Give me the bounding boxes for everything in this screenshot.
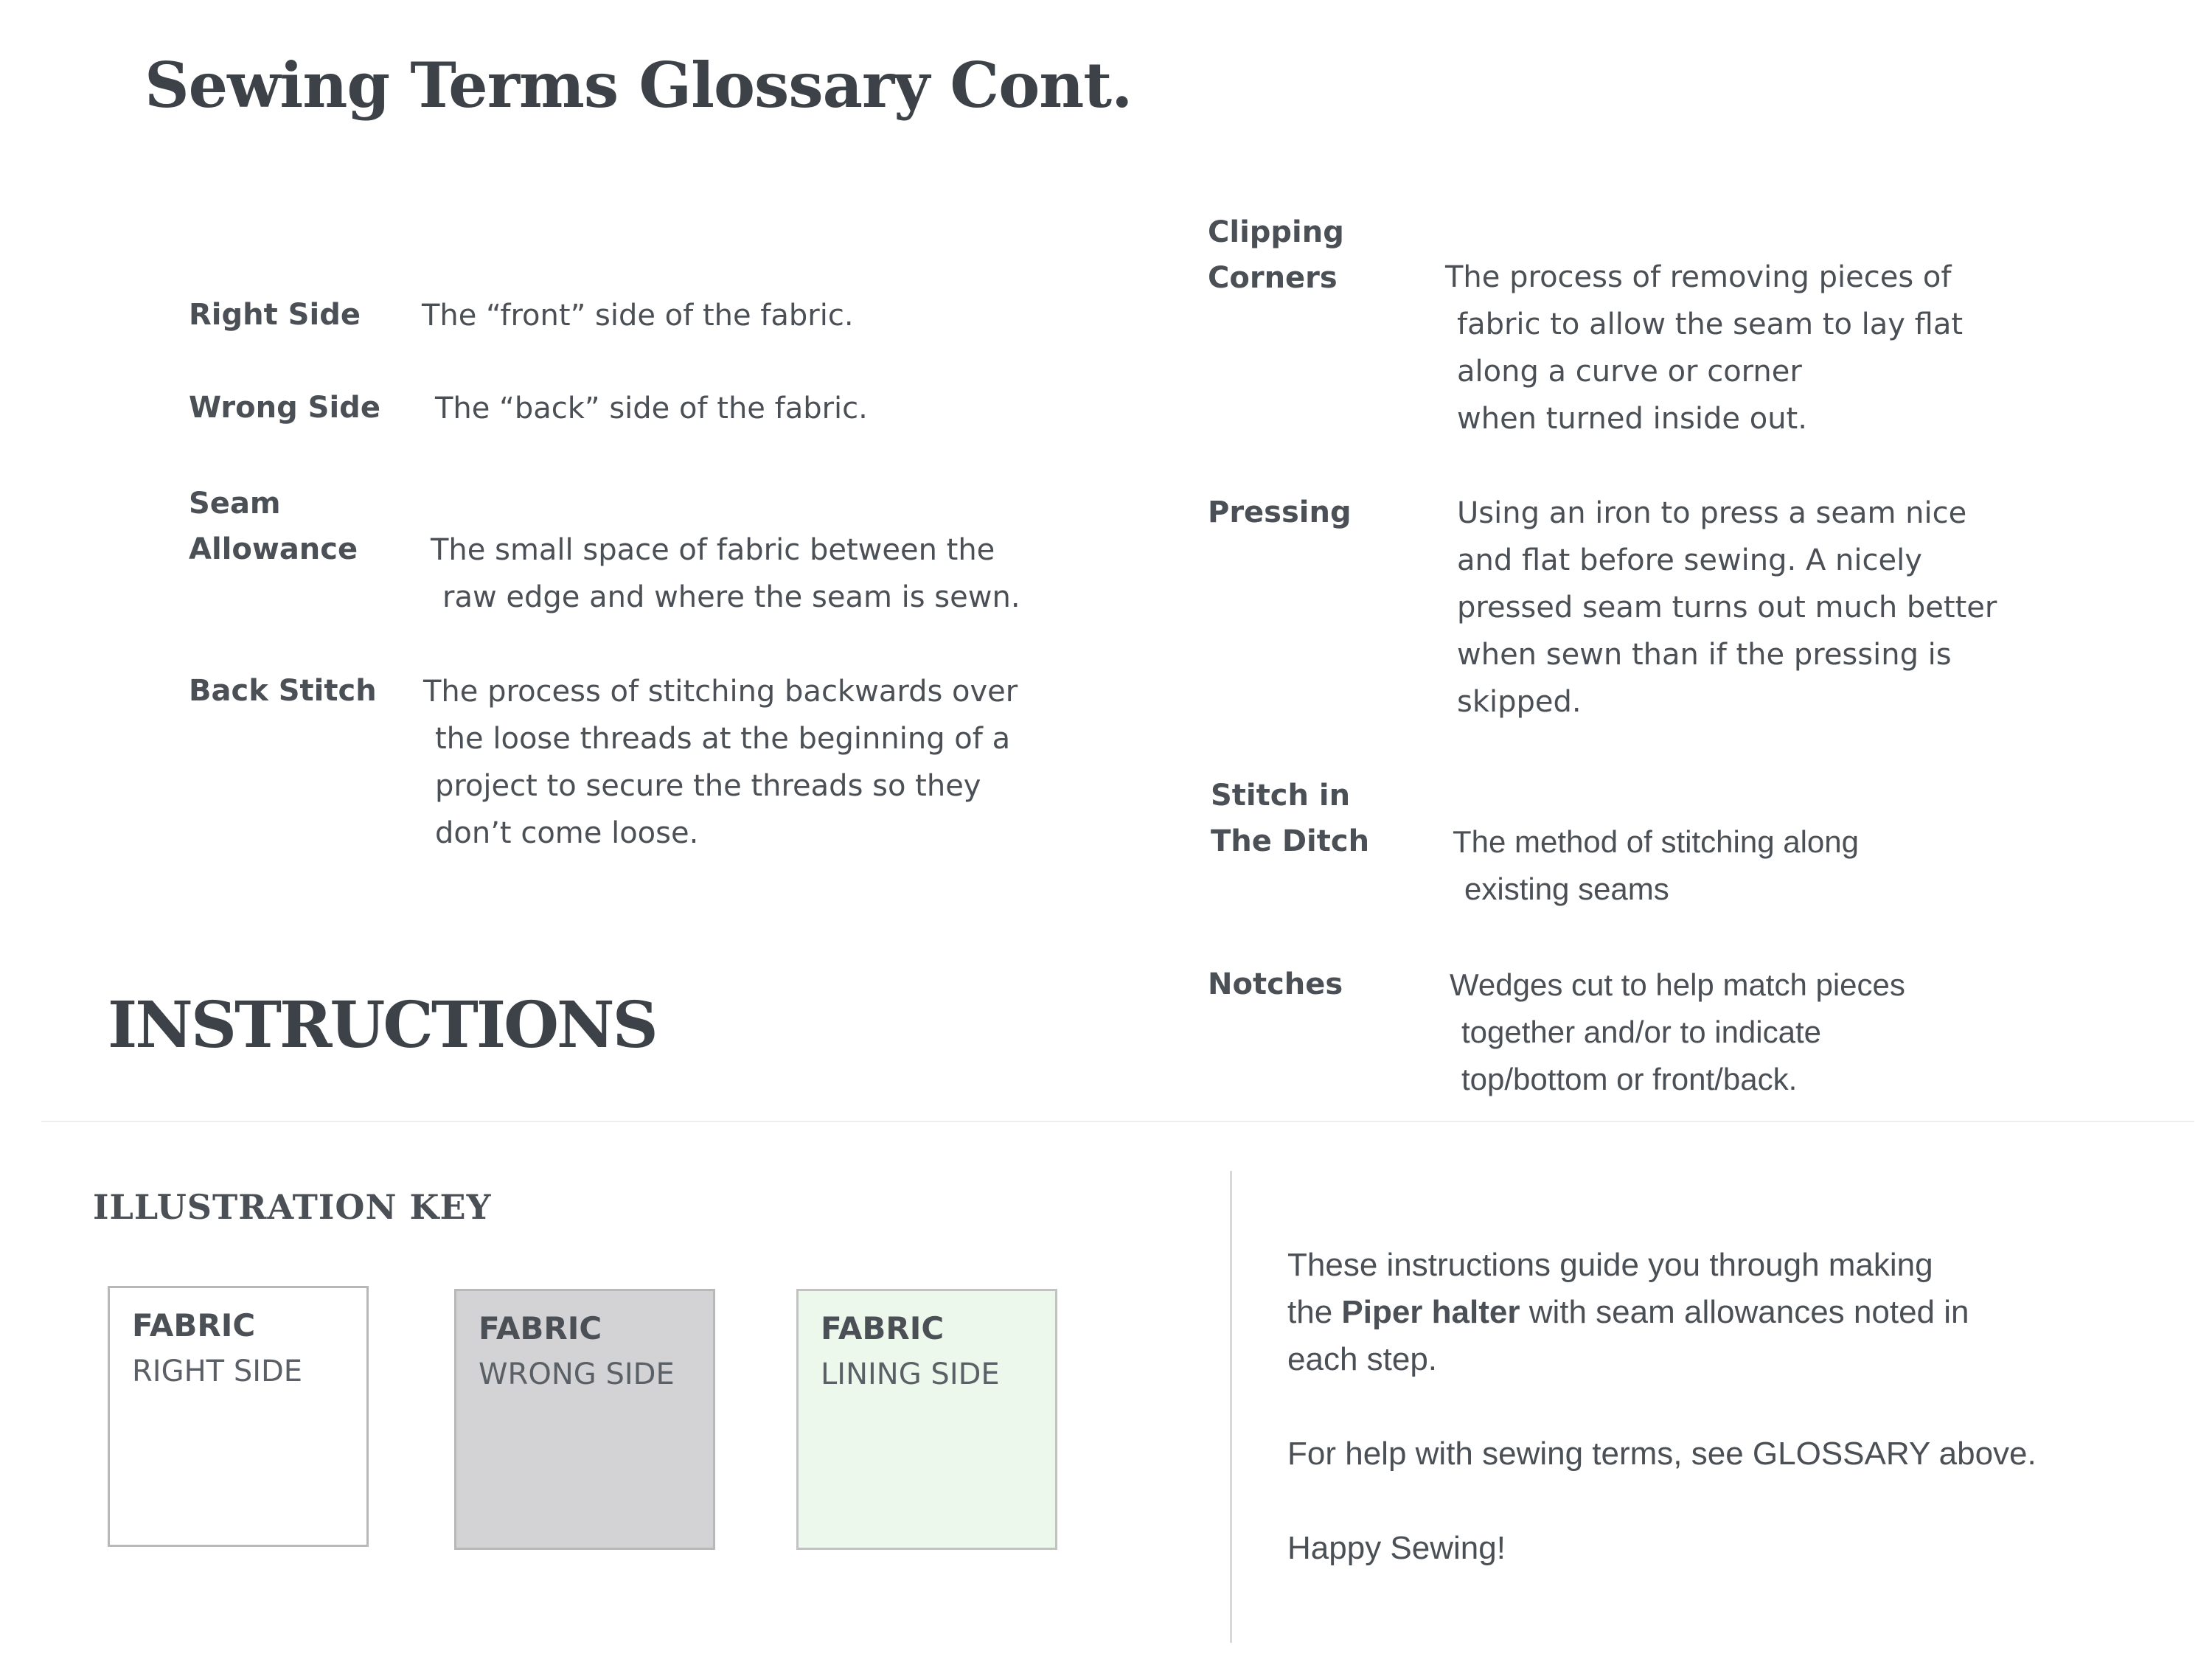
definition-line: skipped. <box>1457 685 1582 719</box>
glossary-definition-notches <box>1450 961 1905 1103</box>
definition-line: Using an iron to press a seam nice <box>1457 496 1967 530</box>
glossary-title: Sewing Terms Glossary Cont. <box>145 49 1133 122</box>
glossary-definition-wrong-side <box>435 385 868 432</box>
swatch-side-label: RIGHT SIDE <box>132 1354 303 1388</box>
swatch-fabric-lining-side <box>796 1289 1057 1550</box>
glossary-definition-right-side <box>422 292 854 339</box>
term-label: Wrong Side <box>189 391 380 425</box>
swatch-title: FABRIC <box>479 1310 602 1346</box>
definition-line: project to secure the threads so they <box>435 769 981 803</box>
definition-line: raw edge and where the seam is sewn. <box>442 580 1020 614</box>
swatch-title: FABRIC <box>132 1307 256 1343</box>
intro-line <box>1287 1289 2187 1336</box>
swatch-fabric-right-side <box>108 1286 369 1547</box>
term-label: Stitch in <box>1211 779 1351 813</box>
definition-line: along a curve or corner <box>1457 355 1802 389</box>
definition-line: The “back” side of the fabric. <box>435 392 868 425</box>
section-divider <box>41 1121 2194 1122</box>
term-label: Corners <box>1208 261 1338 295</box>
definition-line: when turned inside out. <box>1457 402 1807 436</box>
definition-line: don’t come loose. <box>435 816 699 850</box>
column-divider <box>1230 1171 1232 1643</box>
glossary-definition-back-stitch <box>423 668 1018 857</box>
term-label: The Ditch <box>1211 824 1370 858</box>
instructions-title: INSTRUCTIONS <box>108 988 656 1062</box>
definition-line: existing seams <box>1464 872 1669 906</box>
illustration-key-heading: ILLUSTRATION KEY <box>93 1187 492 1227</box>
intro-line: These instructions guide you through making <box>1287 1247 1933 1283</box>
intro-text: with seam allowances noted in <box>1520 1294 1969 1330</box>
definition-line: fabric to allow the seam to lay flat <box>1457 307 1964 341</box>
glossary-term-notches <box>1208 961 1343 1007</box>
swatch-fabric-wrong-side <box>454 1289 715 1550</box>
glossary-reference-text: For help with sewing terms, see GLOSSARY above. <box>1287 1436 2037 1472</box>
term-label: Back Stitch <box>189 674 377 708</box>
glossary-definition-stitch-in-the-ditch <box>1453 818 1859 913</box>
definition-line: The small space of fabric between the <box>431 533 995 567</box>
term-label: Pressing <box>1208 495 1352 529</box>
term-label: Seam <box>189 487 281 521</box>
glossary-definition-clipping-corners <box>1445 254 1963 442</box>
definition-line: Wedges cut to help match pieces <box>1450 967 1905 1002</box>
definition-line: when sewn than if the pressing is <box>1457 638 1952 672</box>
swatch-side-label: WRONG SIDE <box>479 1357 675 1391</box>
definition-line: pressed seam turns out much better <box>1457 591 1997 625</box>
glossary-definition-pressing <box>1457 490 1997 726</box>
definition-line: together and/or to indicate <box>1461 1015 1822 1049</box>
term-label: Allowance <box>189 532 358 566</box>
definition-line: The process of removing pieces of <box>1445 260 1952 294</box>
definition-line: the loose threads at the beginning of a <box>435 722 1011 756</box>
definition-line: top/bottom or front/back. <box>1461 1062 1798 1096</box>
pattern-name: Piper halter <box>1341 1294 1520 1330</box>
intro-line: each step. <box>1287 1341 1438 1377</box>
definition-line: The process of stitching backwards over <box>423 675 1018 709</box>
glossary-term-stitch-in-the-ditch <box>1211 773 1369 864</box>
term-label: Notches <box>1208 967 1343 1001</box>
definition-line: The “front” side of the fabric. <box>422 299 854 333</box>
swatch-side-label: LINING SIDE <box>821 1357 1000 1391</box>
term-label: Clipping <box>1208 215 1344 249</box>
term-label: Right Side <box>189 298 361 332</box>
glossary-term-right-side <box>189 292 361 338</box>
closing-text: Happy Sewing! <box>1287 1530 1506 1566</box>
glossary-definition-seam-allowance <box>431 526 1020 621</box>
definition-line: and flat before sewing. A nicely <box>1457 543 1922 577</box>
instructions-intro <box>1287 1242 2187 1572</box>
glossary-term-seam-allowance <box>189 481 358 572</box>
swatch-title: FABRIC <box>821 1310 945 1346</box>
glossary-term-back-stitch <box>189 668 377 714</box>
glossary-term-pressing <box>1208 490 1352 535</box>
glossary-term-clipping-corners <box>1208 209 1344 301</box>
definition-line: The method of stitching along <box>1453 824 1860 859</box>
glossary-term-wrong-side <box>189 385 380 431</box>
intro-text: the <box>1287 1294 1342 1330</box>
